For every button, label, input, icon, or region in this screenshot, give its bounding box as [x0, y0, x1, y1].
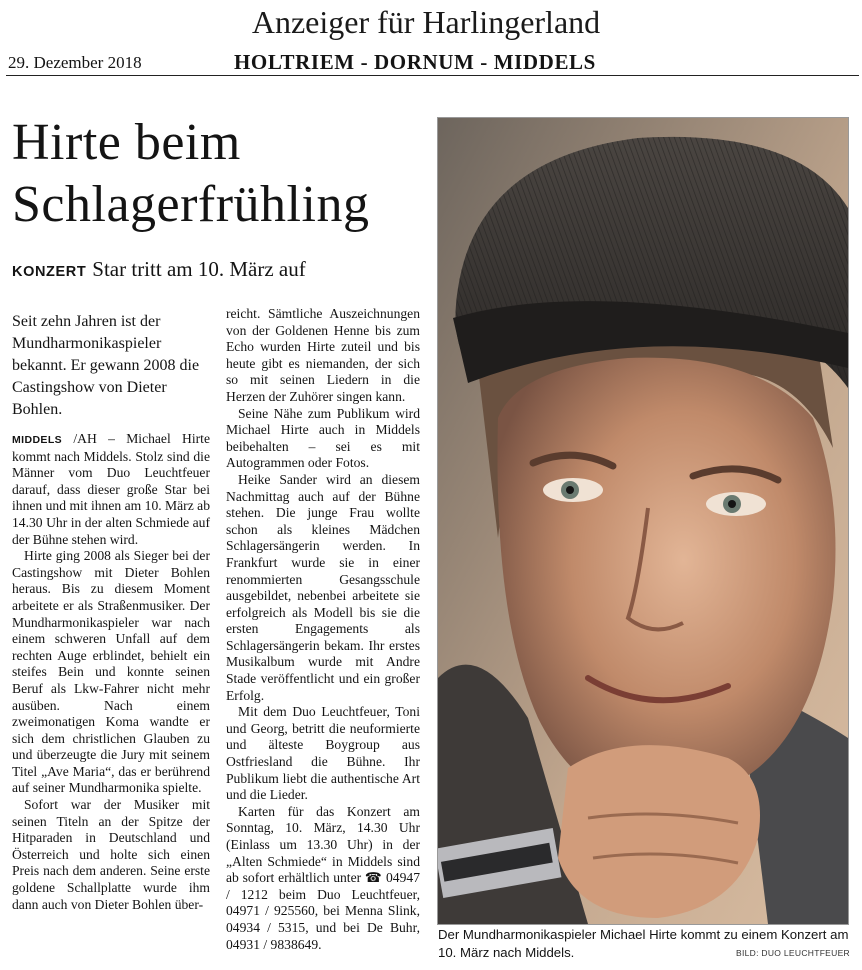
paragraph-text: /AH – Michael Hirte kommt nach Middels. Stolz sind die Männer vom Duo Leuchtfeuer darauf, dass dieser große Star bei ihnen und mit ihnen am 10. März ab 14.30 Uhr in der alten Schmiede auf der Bühne stehen wird. [12, 431, 210, 547]
photo-credit: BILD: DUO LEUCHTFEUER [736, 948, 850, 958]
phone-icon: ☎ [364, 870, 383, 886]
paragraph: Seine Nähe zum Publikum wird Michael Hirte auch in Middels beibehalten – sei es mit Autogrammen oder Fotos. [226, 405, 420, 471]
paragraph [12, 431, 210, 548]
paper-name: Anzeiger für Harlingerland [251, 4, 601, 40]
paragraph: reicht. Sämtliche Auszeichnungen von der Goldenen Henne bis zum Echo wurden Hirte zuteil und bis heute gibt es niemanden, der sich so mit seinen Liedern in die Herzen der Zuhörer singen kann. [226, 306, 420, 404]
dateline: MIDDELS [12, 434, 63, 446]
headline-line-1: Hirte beim [12, 114, 241, 171]
subheadline [12, 257, 306, 282]
kicker: KONZERT [12, 264, 87, 280]
subheadline-text: Star tritt am 10. März auf [92, 257, 306, 281]
paragraph [226, 804, 420, 953]
article-column-2 [226, 306, 420, 953]
paragraph: Hirte ging 2008 als Sieger bei der Castingshow mit Dieter Bohlen heraus. Bis zu diesem Moment arbeitete er als Straßenmusiker. Der Mundharmonikaspieler war nach einem schweren Unfall auf dem rechten Auge erblindet, behielt ein steifes Bein und konnte seinen Beruf als Lkw-Fahrer nicht mehr ausüben. Nach einem zweimonatigen Koma wandte er sich dem christlichen Glauben zu und überzeugte die Jury mit seinem Titel „Ave Maria“, das er berührend auf seiner Mundharmonika spielte. [12, 548, 210, 796]
paragraph: Heike Sander wird an diesem Nachmittag auch auf der Bühne stehen. Die junge Frau wollte schon als kleines Mädchen Schlagersängerin werden. In Frankfurt wurde sie in einer renommierten Gesangsschule ausgebildet, nebenbei arbeitete sie erfolgreich als Modell bis sie die ersten Engagements als Schlagersängerin bekam. Ihr erstes Musikalbum wurde mit Andre Stade veröffentlicht und ein großer Erfolg. [226, 471, 420, 703]
headline [12, 112, 432, 236]
paragraph: Sofort war der Musiker mit seinen Titeln an der Spitze der Hitparaden in Deutschland und Österreich und holte sich einen Preis nach dem anderen. Seine erste goldene Schallplatte wurde ihm dann auch von Dieter Bohlen über- [12, 797, 210, 912]
masthead-rule [6, 75, 859, 76]
issue-date: 29. Dezember 2018 [8, 53, 142, 72]
teaser: Seit zehn Jahren ist der Mundharmonikaspieler bekannt. Er gewann 2008 die Castingshow von Dieter Bohlen. [12, 313, 200, 418]
paragraph: Mit dem Duo Leuchtfeuer, Toni und Georg, betritt die neuformierte und älteste Boygroup aus Ostfriesland die Bühne. Ihr Publikum liebt die authentische Art und die Lieder. [226, 704, 420, 803]
phone-numbers: 04947 / 1212 beim Duo Leuchtfeuer, 04971 / 925560, bei Menna Slink, 04934 / 5315, und bei De Buhr, 04931 / 9838649. [226, 870, 420, 952]
portrait-photo [437, 117, 849, 925]
paragraph-text: Karten für das Konzert am Sonntag, 10. März, 14.30 Uhr (Einlass um 13.30 Uhr) in der „Alten Schmiede“ in Middels sind ab sofort erhältlich unter [226, 803, 420, 886]
article-column-1 [12, 431, 210, 913]
photo-caption: Der Mundharmonikaspieler Michael Hirte kommt zu einem Konzert am 10. März nach Middels. [438, 927, 849, 960]
headline-line-2: Schlagerfrühling [12, 176, 370, 233]
section-title: HOLTRIEM - DORNUM - MIDDELS [234, 50, 596, 74]
